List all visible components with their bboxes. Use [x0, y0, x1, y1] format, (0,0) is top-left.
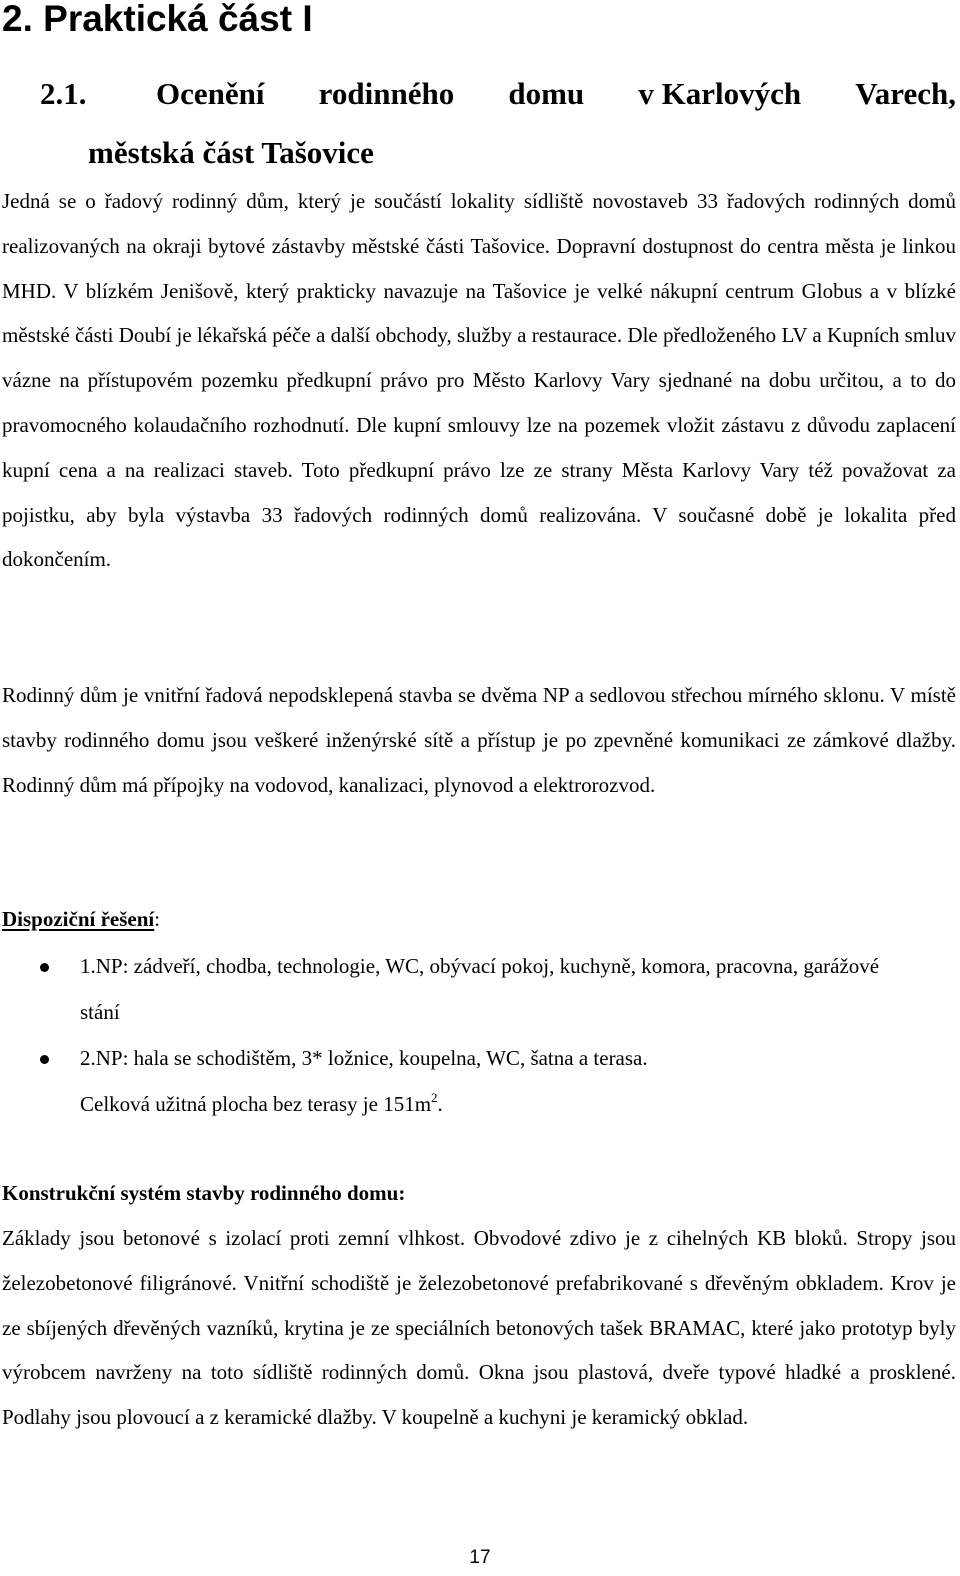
floor-item-1np — [0, 944, 900, 1035]
usable-area-text: Celková užitná plocha bez terasy je 151m — [80, 1091, 432, 1116]
page-number: 17 — [469, 1547, 491, 1568]
floor-item-2np — [0, 1036, 900, 1127]
floor-list — [0, 944, 960, 1127]
section-heading — [40, 64, 956, 182]
floor-text: 1.NP: zádveří, chodba, technologie, WC, obývací pokoj, kuchyně, komora, pracovna, garážové stání — [80, 954, 880, 1024]
area-superscript: 2 — [431, 1089, 438, 1105]
intro-paragraph: Jedná se o řadový rodinný dům, který je součástí lokality sídliště novostaveb 33 řadových rodinných domů realizovaných na okraji bytové zástavby městské části Tašovice. Dopravní dostupnost do centra města je linkou MHD. V blízkém Jenišově, který prakticky navazuje na Tašovice je velké nákupní centrum Globus a v blízké městské části Doubí je lékařská péče a další obchody, služby a restaurace. Dle předloženého LV a Kupních smluv vázne na přístupovém pozemku předkupní právo pro Město Karlovy Vary sjednané na dobu určitou, a to do pravomocného kolaudačního rozhodnutí. Dle kupní smlouvy lze na pozemek vložit zástavu z důvodu zaplacení kupní cena a na realizaci staveb. Toto předkupní právo lze ze strany Města Karlovy Vary též považovat za pojistku, aby byla výstavba 33 řadových rodinných domů realizována. V současné době je lokalita před dokončením. — [2, 189, 956, 572]
layout-heading-label: Dispoziční řešení — [2, 907, 155, 931]
section-title-word: rodinného — [318, 76, 455, 111]
construction-heading — [2, 1171, 405, 1216]
section-heading-line1 — [40, 64, 956, 123]
chapter-heading: 2. Praktická část I — [2, 0, 313, 39]
section-title-line2: městská část Tašovice — [88, 135, 374, 170]
section-number: 2.1. — [40, 76, 87, 111]
house-paragraph: Rodinný dům je vnitřní řadová nepodsklepená stavba se dvěma NP a sedlovou střechou mírného sklonu. V místě stavby rodinného domu jsou veškeré inženýrské sítě a přístup je po zpevněné komunikaci ze zámkové dlažby. Rodinný dům má přípojky na vodovod, kanalizaci, plynovod a elektrorozvod. — [2, 683, 956, 797]
layout-heading-suffix: : — [154, 907, 161, 931]
section-title-word: Varech, — [855, 76, 956, 111]
section-title-word: domu — [508, 76, 585, 111]
bullet-icon — [40, 1055, 49, 1064]
construction-paragraph: Základy jsou betonové s izolací proti zemní vlhkost. Obvodové zdivo je z cihelných KB bloků. Stropy jsou železobetonové filigránové. Vnitřní schodiště je železobetonové prefabrikované s dřevěným obkladem. Krov je ze sbíjených dřevěných vazníků, krytina je ze speciálních betonových tašek BRAMAC, které jako prototyp byly výrobcem navrženy na toto sídliště rodinných domů. Okna jsou plastová, dveře typové hladké a prosklené. Podlahy jsou plovoucí a z keramické dlažby. V koupelně a kuchyni je keramický obklad. — [2, 1226, 956, 1430]
section-title-word: v Karlových — [638, 76, 802, 111]
bullet-icon — [40, 963, 49, 972]
layout-heading — [2, 897, 160, 942]
section-title-words — [156, 64, 956, 123]
construction-heading-label: Konstrukční systém stavby rodinného domu: — [2, 1181, 406, 1205]
section-title-word: Ocenění — [156, 76, 265, 111]
floor-text: 2.NP: hala se schodištěm, 3* ložnice, koupelna, WC, šatna a terasa. — [80, 1046, 648, 1070]
usable-area-suffix: . — [437, 1091, 443, 1116]
